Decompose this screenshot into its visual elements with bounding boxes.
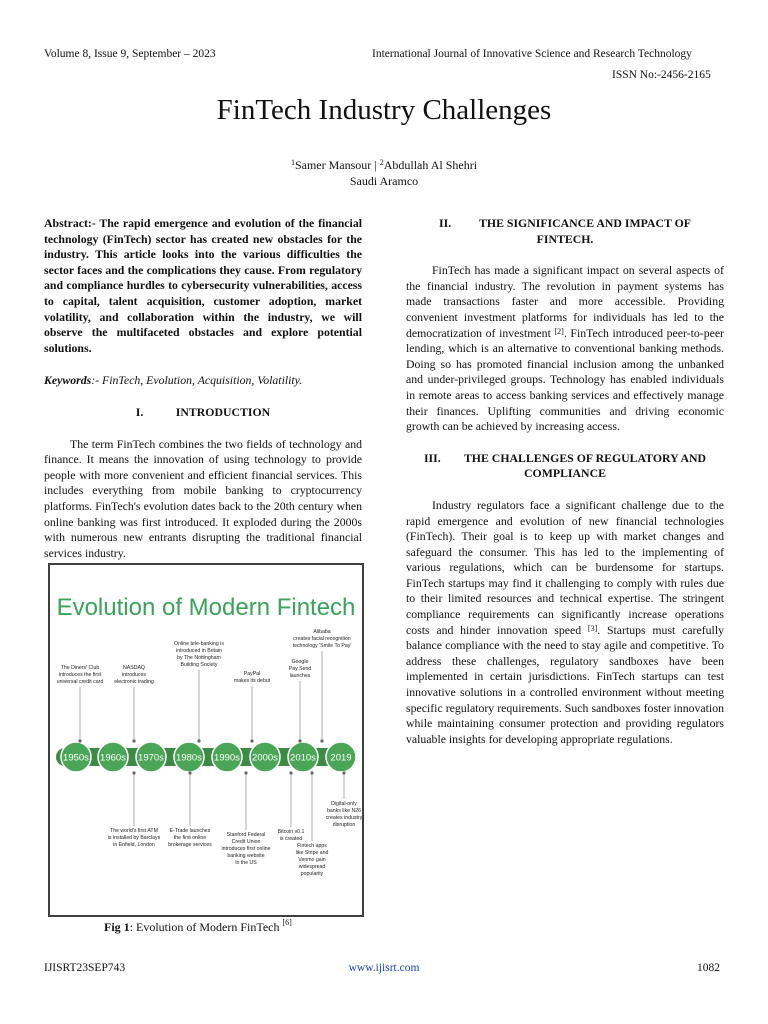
top-event-0 (57, 665, 104, 743)
section2-ref: [2] (554, 326, 564, 336)
section2-title-line1: THE SIGNIFICANCE AND IMPACT OF (479, 216, 691, 230)
top-event-dot (197, 739, 200, 742)
decade-label-1960s: 1960s (100, 752, 126, 764)
bottom-event-1 (168, 771, 212, 848)
bottom-event-0 (108, 771, 161, 848)
section2-body-a: FinTech has made a significant impact on several aspects of the financial industry. The revolution in payment systems has made transactions faster and more accessible. Providing convenient investment platforms for individuals has led to the democratization of investment (406, 263, 724, 340)
top-event-text-line: launches (289, 673, 311, 679)
decade-label-2000s: 2000s (252, 752, 278, 764)
top-event-text-line: NASDAQ (123, 665, 145, 671)
section3-body-b: . Startups must carefully balance compliance with the need to stay agile and competitive. To address these challenges, regulatory sandboxes have been implemented in certain jurisdictions. FinTech startups can test innovative solutions in a controlled environment without meeting specific regulatory requirements. Such sandboxes foster innovation while maintaining consumer protection and providing regulators valuable insights for developing appropriate regulations. (406, 622, 724, 746)
bottom-event-text-line: popularity (300, 871, 324, 877)
bottom-event-text-line: brokerage services (168, 842, 212, 848)
right-column (406, 216, 724, 747)
bottom-event-text-line: widespread (298, 864, 326, 870)
top-event-text-line: Alibaba (313, 629, 331, 635)
bottom-event-text-line: is created (279, 836, 303, 842)
section2-title-line2: FINTECH. (536, 231, 594, 246)
bottom-event-text-line: in the US (235, 860, 257, 866)
abstract: Abstract:- The rapid emergence and evolution of the financial technology (FinTech) sector has created new obstacles for the industry. This article looks into the various difficulties the sector faces and the complications they cause. From regulatory and compliance hurdles to cybersecurity vulnerabilities, access to capital, talent acquisition, customer adoption, market volatility, and collaboration within the industry, we will observe the multifaceted obstacles and explore potential solutions. (44, 216, 362, 355)
top-event-text-line: introduced in Britain (176, 648, 222, 654)
bottom-event-text-line: E-Trade launches (169, 828, 211, 834)
bottom-event-2 (221, 771, 270, 866)
bottom-event-text-line: Credit Union (231, 839, 261, 845)
decade-label-1970s: 1970s (138, 752, 164, 764)
top-event-text-line: PayPal (243, 671, 261, 677)
journal-website[interactable] (0, 962, 768, 974)
journal-name: International Journal of Innovative Science and Research Technology (372, 48, 692, 60)
section2-body (406, 263, 724, 435)
bottom-event-text-line: Digital-only (331, 801, 357, 807)
page-number: 1082 (697, 962, 720, 974)
decade-label-2019: 2019 (330, 752, 352, 764)
section3-body-a: Industry regulators face a significant challenge due to the rapid emergence and evolution of new financial technologies (FinTech). Their goal is to keep up with market changes and safeguard the consumer. This has led to the implementing of various regulations, which can be burdensome for startups. FinTech startups may find it challenging to comply with rules due to their limited resources and technical expertise. The stringent compliance requirements can significantly increase operations costs and hinder innovation speed (406, 497, 724, 637)
bottom-event-dot (188, 771, 191, 774)
bottom-event-3 (278, 771, 305, 842)
bottom-event-text-line: Fintech apps (297, 843, 327, 849)
top-event-text-line: electronic trading (114, 679, 154, 685)
paper-id: IJISRT23SEP743 (44, 962, 126, 974)
bottom-event-text-line: Stanford Federal (226, 832, 266, 838)
bottom-event-text-line: disruption (332, 822, 356, 828)
figure-caption-text: : Evolution of Modern FinTech (129, 920, 283, 934)
top-event-text-line: Building Society (180, 662, 218, 668)
top-event-text-line: introduces the first (58, 672, 102, 678)
top-event-1 (114, 665, 154, 743)
top-event-dot (298, 739, 301, 742)
bottom-event-dot (310, 771, 313, 774)
affiliation: Saudi Aramco (349, 174, 419, 188)
top-event-3 (234, 671, 271, 743)
keywords-label: Keywords (44, 373, 92, 388)
section2-number: II. (439, 216, 452, 230)
top-event-text-line: Pay Send (288, 666, 312, 672)
author1-sup: 1 (290, 158, 295, 167)
section3-ref: [3] (587, 623, 598, 633)
top-event-4 (289, 659, 312, 743)
bottom-event-text-line: in Enfield, London (113, 842, 155, 848)
section1-body: The term FinTech combines the two fields of technology and finance. It means the innovation of using technology to provide people with more convenient and efficient financial services. This includes everything from mobile banking to cryptocurrency platforms. FinTech's evolution dates back to the 20th century when online banking was first introduced. It exploded during the 2000s with numerous new entrants disrupting the traditional financial services industry. (44, 436, 362, 560)
bottom-event-text-line: The world's first ATM (110, 828, 158, 834)
bottom-event-text-line: Venmo gain (298, 857, 326, 863)
top-event-text-line: Google (291, 659, 309, 665)
authors-block (0, 157, 768, 189)
author1-name: Samer Mansour | (294, 158, 380, 172)
figure-caption-ref: [6] (282, 918, 292, 927)
decade-label-1950s: 1950s (63, 752, 89, 764)
bottom-event-dot (289, 771, 292, 774)
section3-title-line2: COMPLIANCE (524, 466, 606, 481)
author-names (0, 157, 768, 173)
figure-title: Evolution of Modern Fintech (56, 594, 356, 621)
top-event-dot (78, 739, 81, 742)
decade-label-1980s: 1980s (176, 752, 202, 764)
top-event-5 (293, 629, 352, 743)
top-event-text-line: introduces (122, 672, 146, 678)
section2-body-b: . FinTech introduced peer-to-peer lending, which is an alternative to conventional banking methods. Doing so has promoted financial inclusion among the unbanked and under-privileged groups. Technology has enabled individuals in remote areas to access banking services and effectively manage their finances. Uplifting communities and driving economic growth can be achieved by increasing access. (406, 325, 724, 434)
bottom-event-dot (342, 771, 345, 774)
bottom-event-text-line: introduces first online (221, 846, 271, 852)
section3-heading (406, 451, 724, 482)
section3-body (406, 498, 724, 748)
figure-evolution (48, 563, 364, 917)
bottom-event-text-line: banks like N26 (326, 808, 362, 814)
figure-caption (104, 920, 292, 935)
bottom-event-text-line: banking website (227, 853, 265, 859)
bottom-event-text-line: is installed by Barclays (107, 835, 161, 841)
section3-number: III. (423, 450, 441, 465)
top-event-dot (250, 739, 253, 742)
bottom-event-text-line: Bitcoin v0.1 (277, 829, 305, 835)
timeline-graphic (50, 565, 362, 915)
decade-label-1990s: 1990s (214, 752, 240, 764)
top-event-text-line: universal credit card (56, 679, 104, 685)
bottom-event-text-line: creates industry (325, 815, 362, 821)
bottom-event-4 (296, 771, 329, 877)
keywords (44, 373, 362, 389)
top-event-text-line: by The Nottingham (177, 655, 221, 661)
bottom-event-dot (244, 771, 247, 774)
section3-title-line1: THE CHALLENGES OF REGULATORY AND (463, 450, 707, 465)
decade-label-2010s: 2010s (290, 752, 316, 764)
section1-title: INTRODUCTION (175, 404, 271, 419)
top-event-dot (320, 739, 323, 742)
section1-number: I. (135, 404, 144, 419)
bottom-event-text-line: the first online (173, 835, 207, 841)
section2-heading (406, 216, 724, 247)
bottom-event-dot (132, 771, 135, 774)
top-event-text-line: creates facial recognition (293, 636, 351, 642)
top-event-2 (174, 641, 224, 743)
figure-caption-label: Fig 1 (104, 920, 130, 934)
top-event-text-line: technology 'Smile To Pay' (292, 643, 352, 649)
top-event-text-line: Online tele-banking is (174, 641, 224, 647)
paper-title: FinTech Industry Challenges (216, 94, 552, 126)
keywords-value: :- FinTech, Evolution, Acquisition, Volatility. (91, 373, 303, 388)
journal-website-link[interactable]: www.ijisrt.com (348, 962, 420, 974)
issn: ISSN No:-2456-2165 (612, 69, 711, 81)
bottom-event-5 (326, 771, 362, 828)
left-column (44, 216, 362, 561)
author2-name: Abdullah Al Shehri (383, 158, 478, 172)
section1-heading (44, 405, 362, 421)
volume-info: Volume 8, Issue 9, September – 2023 (44, 48, 216, 60)
bottom-event-text-line: like Stripe and (295, 850, 329, 856)
author2-sup: 2 (379, 158, 384, 167)
top-event-text-line: The Diners' Club (60, 665, 100, 671)
top-event-text-line: makes its debut (233, 678, 271, 684)
top-event-dot (132, 739, 135, 742)
